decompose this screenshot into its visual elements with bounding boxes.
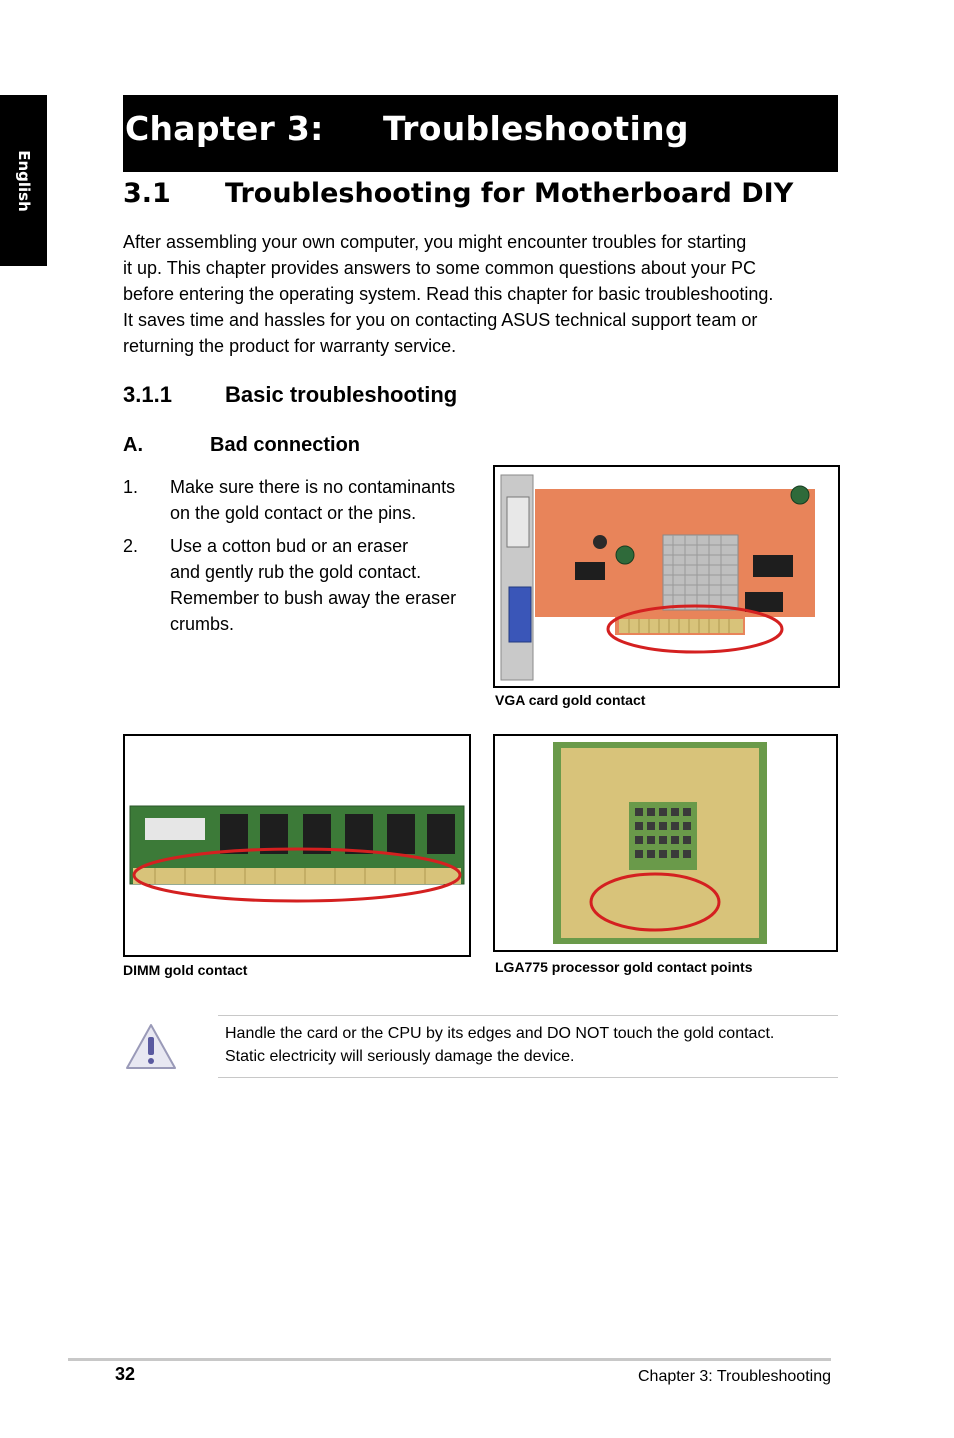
cpu-illustration: [495, 736, 836, 950]
language-label: English: [14, 149, 33, 212]
list-item: [123, 474, 493, 526]
vga-card-illustration: [495, 467, 838, 686]
intro-line: it up. This chapter provides answers to some common questions about your PC: [123, 258, 756, 278]
subsubsection-title: Bad connection: [210, 434, 361, 456]
footer-rule: [68, 1358, 831, 1361]
list-item: [123, 533, 493, 637]
subsubsection-letter: A.: [123, 434, 143, 456]
page-number: 32: [115, 1364, 136, 1384]
list-line: and gently rub the gold contact.: [170, 562, 422, 582]
warning-note-text: [225, 1022, 835, 1068]
section-number: 3.1: [123, 178, 171, 209]
vga-card-photo: [493, 465, 840, 688]
cpu-photo: [493, 734, 838, 952]
intro-paragraph: [123, 229, 833, 359]
subsection-title: Basic troubleshooting: [225, 382, 458, 407]
vga-caption: VGA card gold contact: [495, 692, 646, 708]
subsection-number: 3.1.1: [123, 382, 172, 407]
footer-chapter-title: Chapter 3: Troubleshooting: [637, 1368, 831, 1385]
chapter-number: Chapter 3:: [125, 109, 324, 148]
note-bottom-rule: [218, 1077, 838, 1078]
intro-line: It saves time and hassles for you on contacting ASUS technical support team or: [123, 310, 758, 330]
list-line: on the gold contact or the pins.: [170, 503, 417, 523]
note-top-rule: [218, 1015, 838, 1016]
list-line: crumbs.: [170, 614, 235, 634]
dimm-photo: [123, 734, 471, 957]
list-number: 1.: [123, 477, 139, 497]
cpu-caption: LGA775 processor gold contact points: [495, 959, 753, 975]
list-line: Make sure there is no contaminants: [170, 477, 456, 497]
section-title: Troubleshooting for Motherboard DIY: [225, 178, 794, 209]
intro-line: returning the product for warranty service.: [123, 336, 457, 356]
list-number: 2.: [123, 536, 139, 556]
note-line: Static electricity will seriously damage the device.: [225, 1048, 575, 1065]
intro-line: before entering the operating system. Read this chapter for basic troubleshooting.: [123, 284, 774, 304]
warning-triangle-icon: [125, 1022, 177, 1070]
chapter-title: Troubleshooting: [383, 109, 689, 148]
list-line: Use a cotton bud or an eraser: [170, 536, 409, 556]
list-text: [170, 474, 490, 526]
dimm-illustration: [125, 736, 469, 955]
language-side-tab: [0, 95, 47, 266]
list-line: Remember to bush away the eraser: [170, 588, 457, 608]
intro-line: After assembling your own computer, you might encounter troubles for starting: [123, 232, 747, 252]
note-line: Handle the card or the CPU by its edges and DO NOT touch the gold contact.: [225, 1025, 775, 1042]
chapter-banner: [123, 95, 838, 172]
list-text: [170, 533, 490, 637]
dimm-caption: DIMM gold contact: [123, 962, 248, 978]
